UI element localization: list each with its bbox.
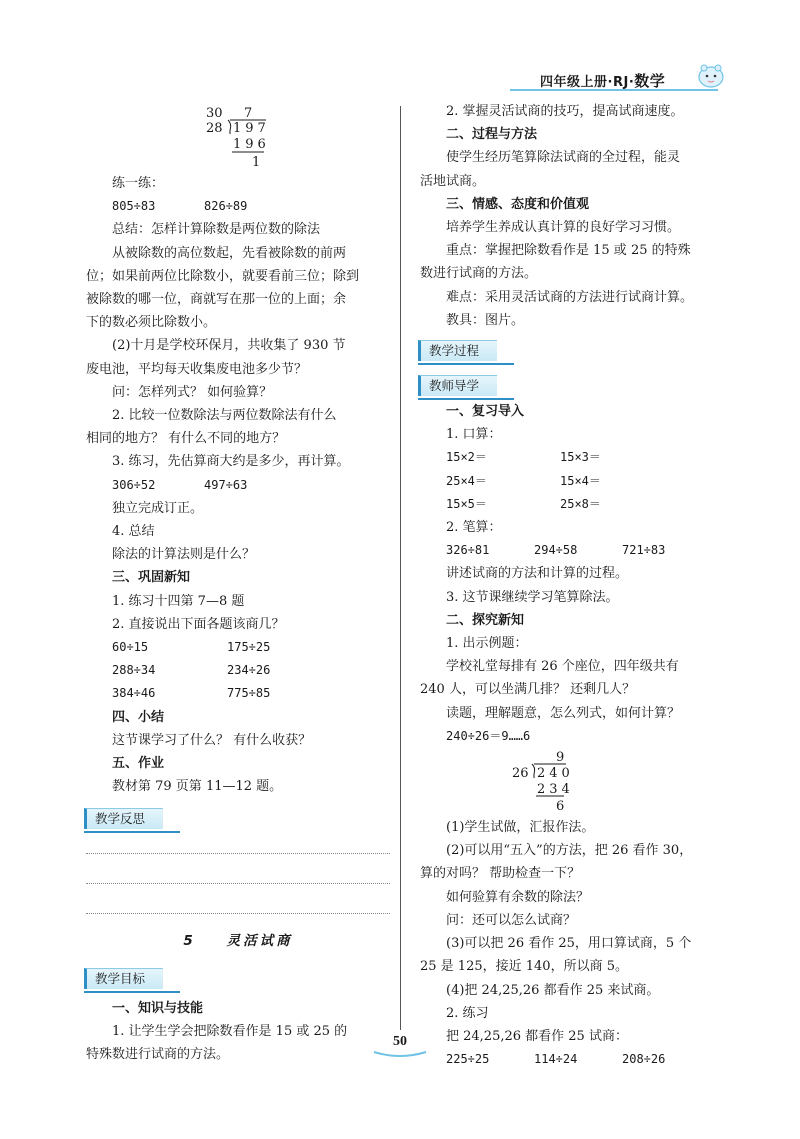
header-grade: 四年级上册 — [540, 75, 608, 90]
division-dividend: 240 — [537, 766, 574, 782]
expression-row — [420, 470, 720, 493]
text-line: 被除数的哪一位，商就写在那一位的上面；余 — [86, 292, 347, 308]
division-product: 234 — [537, 782, 574, 798]
section-heading: 三、巩固新知 — [112, 570, 191, 586]
text-line: 4. 总结 — [112, 524, 155, 540]
text-line: 这节课学习了什么？ 有什么收获？ — [112, 732, 312, 748]
header-text — [540, 70, 665, 91]
text-line: 1. 练习十四第 7—8 题 — [112, 593, 245, 609]
section-heading: 一、复习导入 — [446, 404, 525, 420]
text-line: 教具：图片。 — [446, 312, 525, 328]
text-line: 总结：怎样计算除数是两位数的除法 — [112, 222, 321, 238]
text-line: 2. 直接说出下面各题该商几？ — [112, 616, 285, 632]
expression: 326÷81 — [446, 543, 490, 558]
text-line: 问：还可以怎么试商？ — [446, 912, 577, 928]
section-heading: 三、情感、态度和价值观 — [446, 196, 590, 212]
section-heading: 二、过程与方法 — [446, 127, 538, 143]
division-remainder: 6 — [556, 799, 565, 815]
text-line: 3. 这节课继续学习笔算除法。 — [446, 589, 619, 605]
section-heading: 一、知识与技能 — [112, 1000, 204, 1016]
left-column — [86, 100, 390, 1066]
long-division-2 — [506, 748, 720, 816]
long-division-1 — [206, 100, 390, 172]
text-line: 下的数必须比除数小。 — [86, 315, 217, 331]
expression: 25×4＝ — [446, 473, 487, 488]
column-divider — [400, 106, 401, 1030]
text-line: 240 人，可以坐满几排？ 还剩几人？ — [420, 682, 636, 698]
division-product: 196 — [233, 137, 270, 152]
text-line: (2)可以用“五入”的方法，把 26 看作 30， — [446, 843, 693, 859]
expression: 288÷34 — [112, 663, 156, 678]
division-quotient: 7 — [244, 106, 253, 121]
text-line: 位；如果前两位比除数小，就要看前三位；除到 — [86, 268, 360, 284]
text-line: 相同的地方？ 有什么不同的地方？ — [86, 431, 286, 447]
expression-row — [420, 493, 720, 516]
section-title-text: 灵活试商 — [226, 933, 293, 950]
text-line: 如何验算有余数的除法？ — [446, 889, 590, 905]
expression: 497÷63 — [204, 477, 248, 492]
text-line: 问：怎样列式？ 如何验算？ — [112, 384, 273, 400]
text-line: 1. 口算： — [446, 427, 502, 443]
expression: 775÷85 — [227, 686, 271, 701]
page-number: 50 — [393, 1034, 407, 1049]
text-line: 使学生经历笔算除法试商的全过程，能灵 — [446, 150, 681, 166]
expression: 15×2＝ — [446, 450, 487, 465]
division-dividend-top: 30 — [206, 106, 223, 121]
text-line: 讲述试商的方法和计算的过程。 — [446, 566, 629, 582]
header-edition: RJ — [612, 75, 629, 90]
tag-process: 教学过程 — [418, 340, 497, 361]
section-heading: 四、小结 — [112, 709, 165, 725]
expression: 208÷26 — [622, 1052, 666, 1067]
text-line: (4)把 24,25,26 都看作 25 来试商。 — [446, 982, 660, 998]
expression: 805÷83 — [112, 199, 156, 214]
text-line: 2. 比较一位数除法与两位数除法有什么 — [112, 408, 337, 424]
tag-teacher-guide: 教师导学 — [418, 375, 497, 396]
text-line: 除法的计算法则是什么？ — [112, 547, 256, 563]
text-line: 教材第 79 页第 11—12 题。 — [112, 779, 283, 795]
tag-goals: 教学目标 — [84, 968, 163, 989]
expression: 15×4＝ — [560, 473, 601, 488]
division-dividend: 197 — [233, 121, 270, 136]
expression: 225÷25 — [446, 1052, 490, 1067]
expression-row — [86, 659, 390, 682]
text-line: (2)十月是学校环保月，共收集了 930 节 — [112, 338, 346, 354]
expression-row — [420, 539, 720, 562]
expression-row — [86, 636, 390, 659]
text-line: (3)可以把 26 看作 25，用口算试商，5 个 — [446, 936, 692, 952]
expression: 175÷25 — [227, 640, 271, 655]
expression: 384÷46 — [112, 686, 156, 701]
section-number: 5 — [183, 933, 196, 950]
text-line: 难点：采用灵活试商的方法进行试商计算。 — [446, 289, 694, 305]
division-divisor: 26 — [512, 766, 529, 782]
text-line: 废电池，平均每天收集废电池多少节？ — [86, 361, 308, 377]
section-title — [86, 930, 390, 953]
division-divisor: 28 — [206, 121, 223, 136]
page-number-swoosh — [370, 1050, 430, 1058]
expression-row — [420, 1048, 720, 1071]
text-line: 1. 出示例题： — [446, 636, 528, 652]
text-line: 2. 练习 — [446, 1005, 489, 1021]
expression: 114÷24 — [534, 1052, 578, 1067]
expression-row — [420, 446, 720, 469]
mascot-icon — [696, 60, 726, 90]
text-line: (1)学生试做，汇报作法。 — [446, 820, 595, 836]
text-line: 练一练： — [112, 176, 165, 191]
text-line: 25 是 125，接近 140，所以商 5。 — [420, 959, 628, 975]
tag-reflection: 教学反思 — [84, 808, 163, 829]
expression-row — [86, 195, 390, 218]
expression: 60÷15 — [112, 640, 149, 655]
text-line: 2. 掌握灵活试商的技巧，提高试商速度。 — [446, 104, 684, 119]
expression: 826÷89 — [204, 199, 248, 214]
equation: 240÷26＝9……6 — [446, 728, 531, 743]
header-subject: 数学 — [634, 72, 666, 90]
expression: 15×5＝ — [446, 496, 487, 511]
expression-row — [86, 682, 390, 705]
text-line: 读题，理解题意，怎么列式，如何计算？ — [446, 705, 681, 721]
text-line: 从被除数的高位数起，先看被除数的前两 — [112, 245, 347, 261]
expression: 721÷83 — [622, 543, 666, 558]
text-line: 3. 练习，先估算商大约是多少，再计算。 — [112, 454, 350, 470]
division-remainder: 1 — [252, 155, 261, 170]
text-line: 学校礼堂每排有 26 个座位，四年级共有 — [446, 659, 679, 675]
expression: 294÷58 — [534, 543, 578, 558]
header-sep: · — [607, 75, 613, 90]
text-line: 活地试商。 — [420, 173, 486, 189]
division-quotient: 9 — [556, 750, 565, 766]
text-line: 培养学生养成认真计算的良好学习习惯。 — [446, 220, 681, 236]
expression: 15×3＝ — [560, 450, 601, 465]
expression: 306÷52 — [112, 477, 156, 492]
header-sep: · — [628, 75, 635, 90]
text-line: 算的对吗？ 帮助检查一下？ — [420, 866, 581, 882]
text-line: 特殊数进行试商的方法。 — [86, 1047, 230, 1063]
section-heading: 二、探究新知 — [446, 612, 525, 628]
text-line: 重点：掌握把除数看作是 15 或 25 的特殊 — [446, 243, 691, 259]
text-line: 把 24,25,26 都看作 25 试商： — [446, 1028, 628, 1044]
section-heading: 五、作业 — [112, 756, 165, 772]
expression: 25×8＝ — [560, 496, 601, 511]
text-line: 独立完成订正。 — [112, 500, 204, 516]
text-line: 1. 让学生学会把除数看作是 15 或 25 的 — [112, 1023, 348, 1039]
expression-row — [86, 474, 390, 497]
expression: 234÷26 — [227, 663, 271, 678]
right-column — [420, 100, 720, 1071]
text-line: 数进行试商的方法。 — [420, 266, 538, 282]
text-line: 2. 笔算： — [446, 520, 502, 536]
